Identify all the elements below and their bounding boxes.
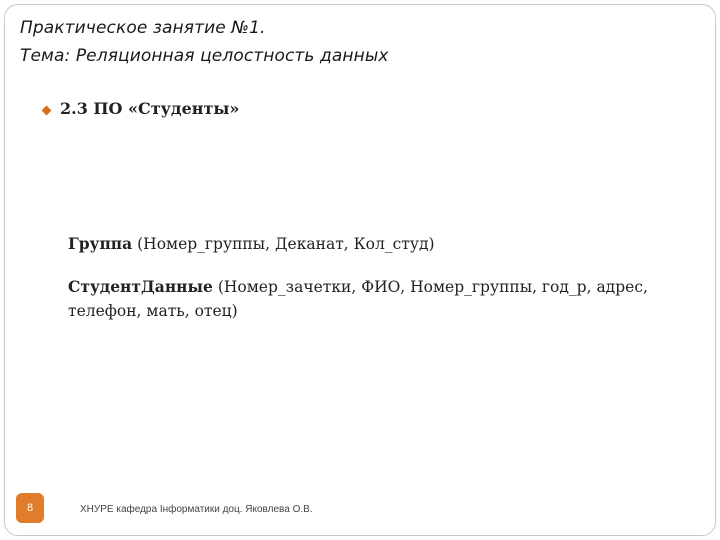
relation-group [68, 232, 668, 256]
slide-frame [4, 4, 716, 536]
page-number-badge [16, 493, 44, 523]
page-number: 8 [26, 502, 34, 514]
relation-student-data [68, 275, 668, 323]
slide-title-line-1: Практическое занятие №1. [20, 18, 266, 38]
relation-attributes: (Номер_зачетки, ФИО, Номер_группы, год_р, адрес, телефон, мать, отец) [68, 278, 648, 320]
footer-text: ХНУРЕ кафедра Інформатики доц. Яковлева О.В. [80, 504, 313, 515]
relation-name: СтудентДанные [68, 277, 213, 296]
bullet-heading: 2.3 ПО «Студенты» [60, 99, 240, 118]
relation-name: Группа [68, 234, 133, 253]
slide-title-line-2: Тема: Реляционная целостность данных [20, 46, 389, 66]
relation-attributes: (Номер_группы, Деканат, Кол_студ) [132, 235, 435, 253]
